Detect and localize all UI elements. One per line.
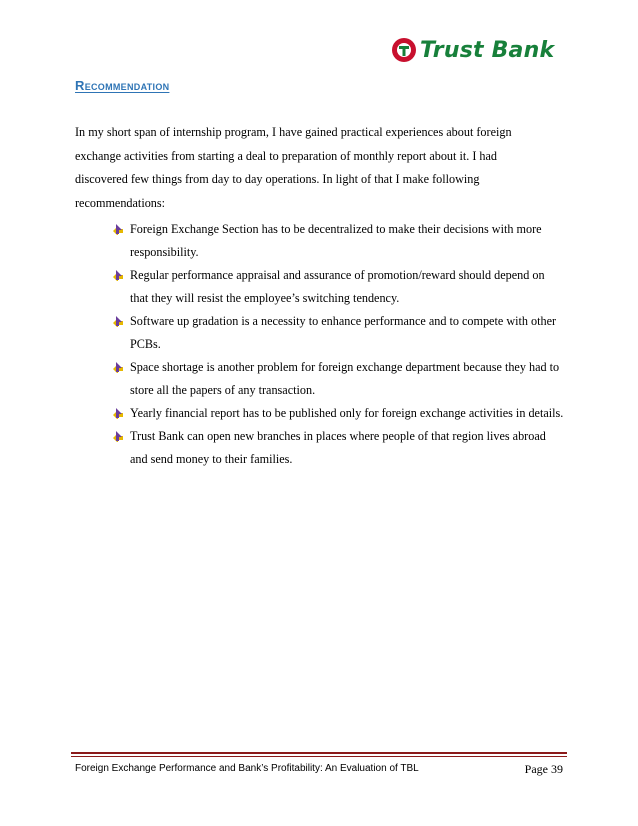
recommendation-text: Space shortage is another problem for foreign exchange department because they had to store all the papers of any transaction.: [130, 360, 560, 397]
recommendation-text: Trust Bank can open new branches in places where people of that region lives abroad and send money to their families.: [130, 429, 546, 466]
recommendation-item: [112, 402, 564, 425]
section-heading: Recommendation: [75, 78, 170, 93]
recommendation-item: [112, 264, 564, 310]
intro-paragraph: In my short span of internship program, I have gained practical experiences about foreign exchange activities from starting a deal to preparation of monthly report about it. I had discovered few things from day to day operations. In light of that I make following recommendations:: [75, 125, 512, 210]
recommendation-item: [112, 310, 564, 356]
footer-divider: [71, 752, 567, 754]
recommendation-text: Software up gradation is a necessity to enhance performance and to compete with other PCBs.: [130, 314, 557, 351]
footer-divider-thin: [71, 756, 567, 757]
arrow-bullet-icon: [112, 361, 124, 373]
recommendation-text: Regular performance appraisal and assurance of promotion/reward should depend on that they will resist the employee’s switching tendency.: [130, 268, 545, 305]
recommendation-item: [112, 218, 564, 264]
arrow-bullet-icon: [112, 269, 124, 281]
arrow-bullet-icon: [112, 223, 124, 235]
recommendation-list: [112, 218, 564, 471]
trust-bank-logo-icon: [391, 37, 417, 63]
arrow-bullet-icon: [112, 430, 124, 442]
arrow-bullet-icon: [112, 315, 124, 327]
recommendation-text: Foreign Exchange Section has to be decentralized to make their decisions with more responsibility.: [130, 222, 542, 259]
recommendation-item: [112, 356, 564, 402]
recommendation-item: [112, 425, 564, 471]
page-number: Page 39: [524, 762, 563, 776]
recommendation-text: Yearly financial report has to be published only for foreign exchange activities in details.: [130, 406, 564, 420]
trust-bank-logo: [391, 34, 554, 66]
logo-text: Trust Bank: [420, 37, 555, 63]
arrow-bullet-icon: [112, 407, 124, 419]
footer-document-title: Foreign Exchange Performance and Bank’s Profitability: An Evaluation of TBL: [75, 763, 419, 774]
